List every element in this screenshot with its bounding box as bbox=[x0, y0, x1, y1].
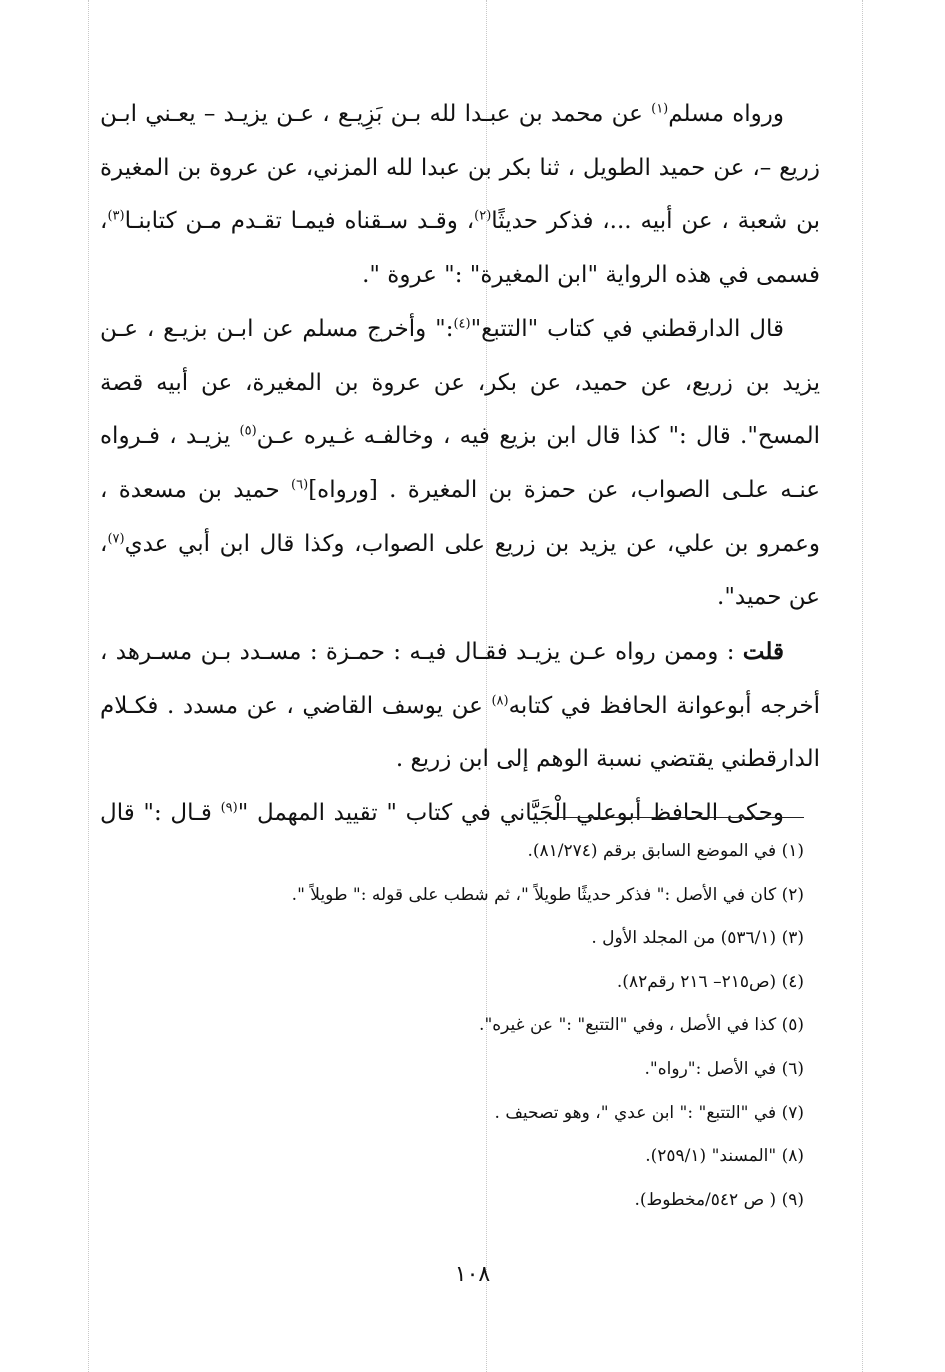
footnote-ref-7: (٧) bbox=[107, 530, 125, 546]
paragraph-3 bbox=[100, 625, 820, 787]
text-run: ، وقـد سـقناه فيمـا تقـدم مـن كتابنـا bbox=[124, 208, 475, 235]
text-run: :" وأخرج مسلم عن ابـن بزيـع ، عـن يزيد بن زريع، عن حميد، عن بكر، عن عروة بن المغيرة، عن أبيه قصة المسح". قال :" كذا قال ابن بزيع فيه ، وخالفـه غـيره عـن bbox=[100, 315, 820, 450]
text-run: عن محمد بن عبـدا لله بـن بَزِيـع ، عـن يزيـد – يعـني ابـن زريع –، عن حميد الطويل ، ثنا بكر بن عبدا لله المزني، عن عروة بن المغيرة بن شعبة ، عن أبيه ...، فذكر حديثًا bbox=[100, 101, 820, 235]
text-run: وحكى الحافظ أبوعلي الْجَيَّاني في كتاب " تقييد المهمل " bbox=[237, 800, 784, 827]
footnote-4: (٤) (ص٢١٥– ٢١٦ رقم٨٢). bbox=[616, 971, 804, 992]
text-run: قـال :" قال bbox=[100, 800, 221, 827]
footnote-ref-9: (٩) bbox=[220, 800, 238, 816]
footnote-2: (٢) كان في الأصل :" فذكر حديثًا طويلاً "، ثم شطب على قوله :" طويلاً ". bbox=[291, 884, 804, 905]
text-run: ، عن حميد". bbox=[100, 530, 820, 611]
footnote-5: (٥) كذا في الأصل ، وفي "التتبع" :" عن غيره". bbox=[479, 1015, 804, 1036]
footnote-ref-8: (٨) bbox=[491, 693, 509, 709]
footnote-ref-5: (٥) bbox=[239, 423, 257, 439]
text-run: عن يوسف القاضي ، عن مسدد . فكـلام الدارقطني يقتضي نسبة الوهم إلى ابن زريع . bbox=[100, 692, 820, 773]
footnotes bbox=[100, 830, 804, 1222]
scan-dotted-line bbox=[862, 0, 863, 1372]
footnote-3: (٣) (٥٣٦/١) من المجلد الأول . bbox=[591, 928, 804, 949]
text-run: حميد بن مسعدة ، وعمرو بن علي، عن يزيد بن زريع على الصواب، وكذا قال ابن أبي عدي bbox=[100, 476, 820, 557]
footnote-6: (٦) في الأصل :"رواه". bbox=[644, 1058, 804, 1079]
footnote-1: (١) في الموضع السابق برقم (٨١/٢٧٤). bbox=[527, 841, 804, 861]
footnote-ref-6: (٦) bbox=[291, 477, 309, 493]
footnote-ref-1: (١) bbox=[651, 101, 669, 117]
footnote-7: (٧) في "التتبع" :" ابن عدي "، وهو تصحيف . bbox=[494, 1102, 804, 1123]
qult-label: قلت bbox=[742, 638, 784, 666]
paragraph-1 bbox=[100, 88, 820, 303]
footnote-ref-2: (٢) bbox=[474, 208, 492, 224]
main-text bbox=[100, 88, 820, 841]
text-run: : وممن رواه عـن يزيـد فقـال فيـه : حمـزة : مسـدد بـن مسـرهد ، أخرجه أبوعوانة الحافظ في كتابه bbox=[100, 639, 820, 719]
text-run: قال الدارقطني في كتاب "التتبع" bbox=[470, 315, 784, 342]
text-run: يزيـد ، فـرواه عنـه علـى الصواب، عن حمزة بن المغيرة . [ورواه] bbox=[100, 423, 820, 503]
footnote-ref-3: (٣) bbox=[107, 208, 125, 224]
paragraph-2 bbox=[100, 303, 820, 625]
footnote-divider bbox=[552, 817, 804, 818]
scan-dotted-line bbox=[88, 0, 89, 1372]
text-run: ، فسمى في هذه الرواية "ابن المغيرة" :" عروة ". bbox=[100, 208, 820, 289]
footnote-8: (٨) "المسند" (٢٥٩/١). bbox=[645, 1146, 804, 1167]
footnote-9: (٩) ( ص ٥٤٢/مخطوط). bbox=[634, 1189, 804, 1210]
footnote-ref-4: (٤) bbox=[453, 316, 471, 332]
text-run: ورواه مسلم bbox=[668, 101, 784, 127]
page-number: ١٠٨ bbox=[454, 1262, 491, 1287]
